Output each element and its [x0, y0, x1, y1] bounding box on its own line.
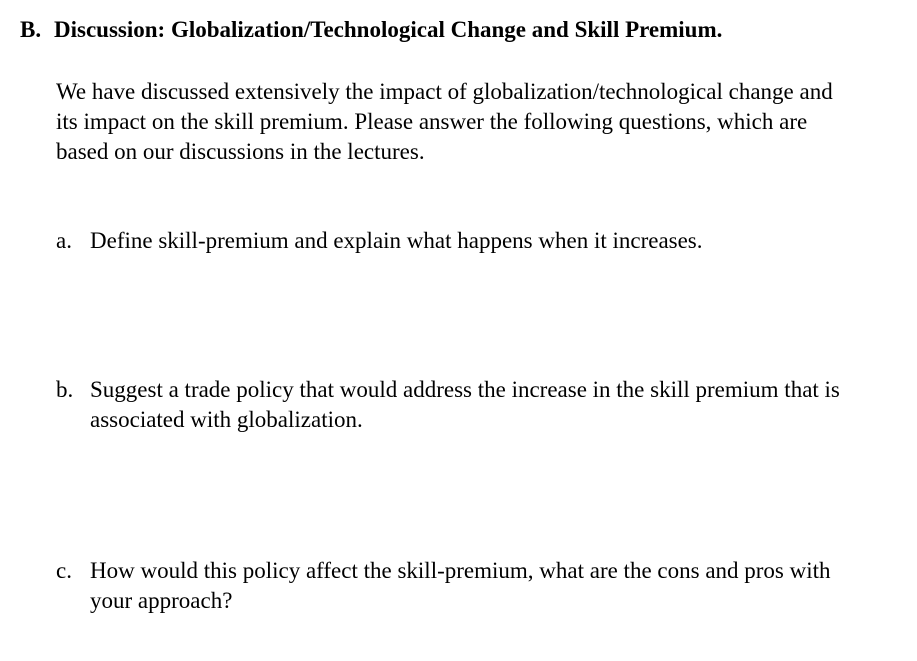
question-text	[90, 375, 840, 435]
question-line: your approach?	[90, 588, 233, 613]
question-text	[90, 556, 831, 616]
question-text	[90, 226, 703, 256]
intro-paragraph	[56, 77, 876, 167]
section-heading	[20, 15, 722, 45]
question-line: associated with globalization.	[90, 407, 363, 432]
question-marker: b.	[56, 377, 74, 402]
section-title: Discussion: Globalization/Technological Change and Skill Premium.	[54, 17, 723, 42]
intro-line: its impact on the skill premium. Please answer the following questions, which are	[56, 109, 808, 134]
intro-line: We have discussed extensively the impact of globalization/technological change and	[56, 79, 833, 104]
section-label: B.	[20, 17, 42, 42]
question-line: Define skill-premium and explain what happens when it increases.	[90, 228, 703, 253]
question-marker: a.	[56, 228, 72, 253]
question-line: How would this policy affect the skill-premium, what are the cons and pros with	[90, 558, 831, 583]
intro-line: based on our discussions in the lectures.	[56, 139, 425, 164]
question-marker: c.	[56, 558, 72, 583]
question-line: Suggest a trade policy that would address the increase in the skill premium that is	[90, 377, 840, 402]
